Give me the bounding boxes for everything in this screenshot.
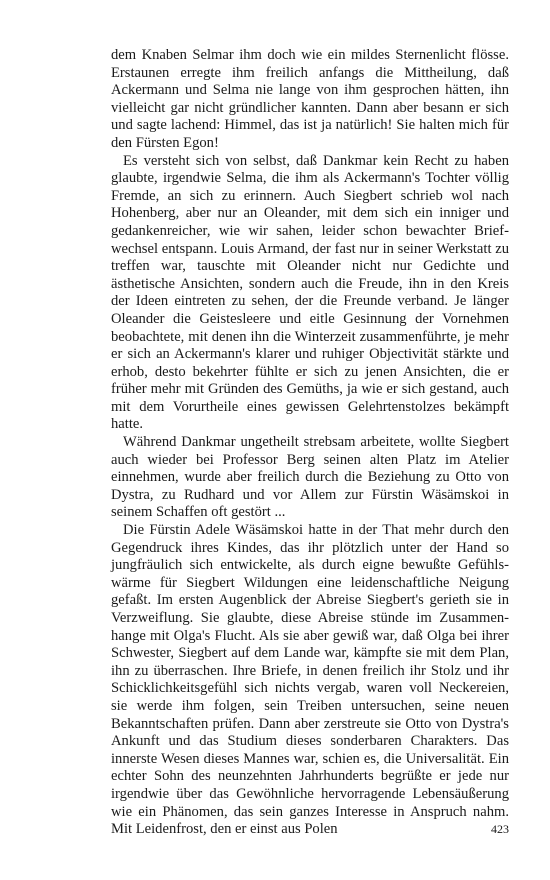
paragraph-continuation: dem Knaben Selmar ihm doch wie ein mildes Sternenlicht flösse. Erstaunen erregte ihm freilich anfangs die Mittheilung, daß Ackermann und Selma nie lange von ihm gesprochen hätten, ihn vielleicht gar nicht gründlicher kannten. Dann aber besann er sich und sagte lachend: Himmel, das ist ja natürlich! Sie halten mich für den Fürsten Egon! <box>111 47 509 151</box>
paragraph: Die Fürstin Adele Wäsämskoi hatte in der That mehr durch den Gegendruck ihres Kindes, das ihr plötzlich unter der Hand so jungfräulich sich entwickelte, als durch eigne bewußte Gefühlswärme für Siegbert Wildungen eine leidenschaftliche Neigung gefaßt. Im ersten Augenblick der Abreise Siegbert's gerieth sie in Verzweiflung. Sie glaubte, diese Abreise stünde im Zusammenhange mit Olga's Flucht. Als sie aber gewiß war, daß Olga bei ihrer Schwester, Siegbert auf dem Lande war, kämpfte sie mit dem Plan, ihn zu überraschen. Ihre Briefe, in denen freilich ihr Stolz und ihr Schicklichkeitsgefühl sich nichts vergab, waren voll Neckereien, sie werde ihm folgen, sein Treiben untersuchen, seine neuen Bekanntschaften prüfen. Dann aber zerstreute sie Otto von Dystra's Ankunft und das Studium dieses sonderbaren Charakters. Das innerste Wesen dieses Mannes war, schien es, die Universalität. Ein echter Sohn des neunzehnten Jahrhunderts begrüßte er jede nur irgendwie über das Gewöhnliche hervorragende Lebensäußerung wie ein Phänomen, das sein ganzes Interesse in Anspruch nahm. Mit Leidenfrost, den er einst aus Polen <box>111 522 509 838</box>
paragraph: Während Dankmar ungetheilt strebsam arbeitete, wollte Siegbert auch wieder bei Professor Berg seinen alten Platz im Atelier einnehmen, wurde aber freilich durch die Beziehung zu Otto von Dystra, zu Rudhard und vor Allem zur Fürstin Wäsämskoi in seinem Schaffen oft gestört ... <box>111 434 509 521</box>
page-number: 423 <box>491 822 509 836</box>
body-text <box>111 47 509 839</box>
paragraph: Es versteht sich von selbst, daß Dankmar kein Recht zu haben glaubte, irgendwie Selma, die ihm als Ackermann's Tochter völlig Fremde, an sich zu erinnern. Auch Siegbert schrieb wol nach Hohenberg, aber nur an Oleander, mit dem sich ein inniger und gedankenreicher, wie wir sahen, leider schon bewachter Briefwechsel entspann. Louis Armand, der fast nur in seiner Werkstatt zu treffen war, tauschte mit Oleander nicht nur Gedichte und ästhetische Ansichten, sondern auch die Freude, ihn in den Kreis der Ideen eintreten zu sehen, der die Freunde verband. Je länger Oleander die Geistesleere und eitle Gesinnung der Vornehmen beobachtete, mit denen ihn die Winterzeit zusammenführte, je mehr er sich an Ackermann's klarer und ruhiger Objectivität stärkte und erhob, desto bekehrter fühlte er sich zu jenen Ansichten, die er früher mehr mit Gründen des Gemüths, ja wie er sich gestand, auch mit dem Vorurtheile eines gewissen Gelehrtenstolzes bekämpft hatte. <box>111 152 509 433</box>
